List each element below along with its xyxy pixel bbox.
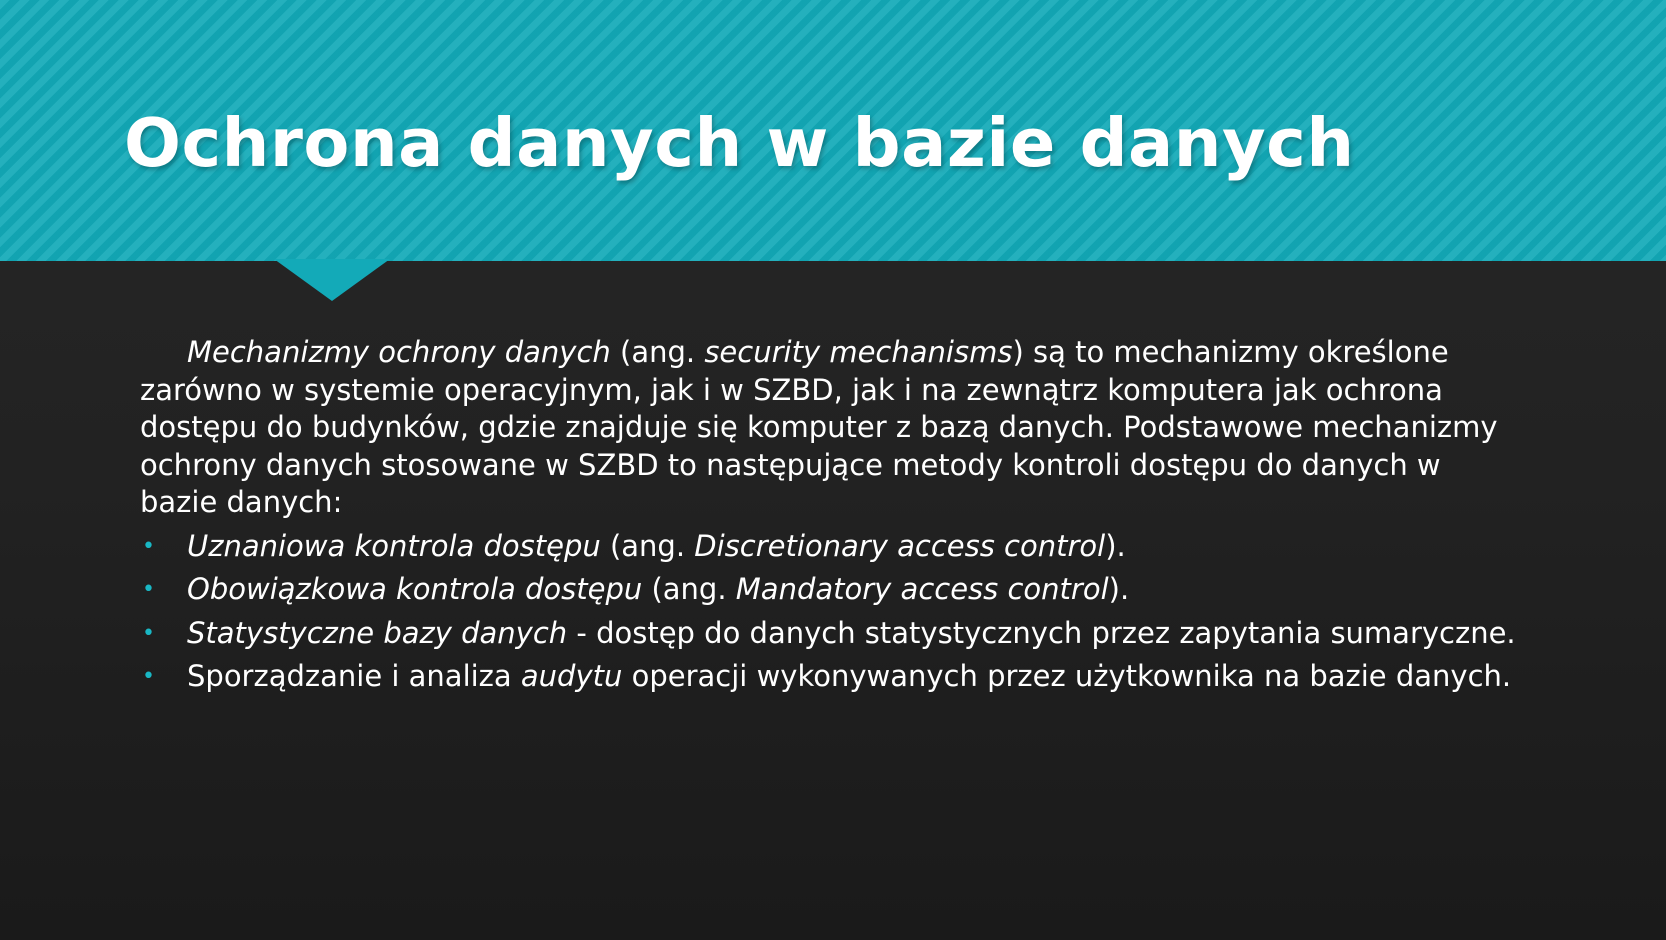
bullet-term: Uznaniowa kontrola dostępu <box>187 528 601 563</box>
slide-title: Ochrona danych w bazie danych <box>124 104 1355 182</box>
bullet-icon: • <box>142 577 155 602</box>
slide-body <box>140 334 1520 702</box>
bullet-term-en: Discretionary access control <box>694 528 1106 563</box>
list-item <box>140 528 1520 566</box>
list-item <box>140 615 1520 653</box>
bullet-pre: Sporządzanie i analiza <box>187 659 521 693</box>
bullet-term: Statystyczne bazy danych <box>187 615 568 650</box>
intro-term-en: security mechanisms <box>704 335 1013 369</box>
intro-term: Mechanizmy ochrony danych <box>187 335 611 369</box>
bullet-icon: • <box>142 664 155 689</box>
bullet-rest: - dostęp do danych statystycznych przez zapytania sumaryczne. <box>567 615 1516 650</box>
bullet-term-en: Mandatory access control <box>735 572 1109 606</box>
bullet-ang: (ang. <box>600 528 695 563</box>
bullet-list <box>140 528 1520 696</box>
bullet-term: Obowiązkowa kontrola dostępu <box>187 572 643 606</box>
bullet-rest: operacji wykonywanych przez użytkownika na bazie danych. <box>622 659 1512 693</box>
banner-notch <box>274 259 390 301</box>
bullet-icon: • <box>142 533 155 559</box>
bullet-term: audytu <box>520 659 623 693</box>
bullet-ang: (ang. <box>642 572 736 606</box>
list-item <box>140 571 1520 609</box>
bullet-icon: • <box>142 620 155 646</box>
intro-paragraph <box>140 334 1520 522</box>
list-item <box>140 658 1520 696</box>
bullet-close: ). <box>1108 572 1130 606</box>
bullet-close: ). <box>1105 528 1126 563</box>
intro-ang: (ang. <box>610 335 705 369</box>
intro-rest: ) są to mechanizmy określone zarówno w systemie operacyjnym, jak i w SZBD, jak i na zewnątrz komputera jak ochrona dostępu do budynków, gdzie znajduje się komputer z bazą danych. Podstawowe mechanizmy ochrony danych stosowane w SZBD to następujące metody kontroli dostępu do danych w bazie danych: <box>140 335 1498 519</box>
